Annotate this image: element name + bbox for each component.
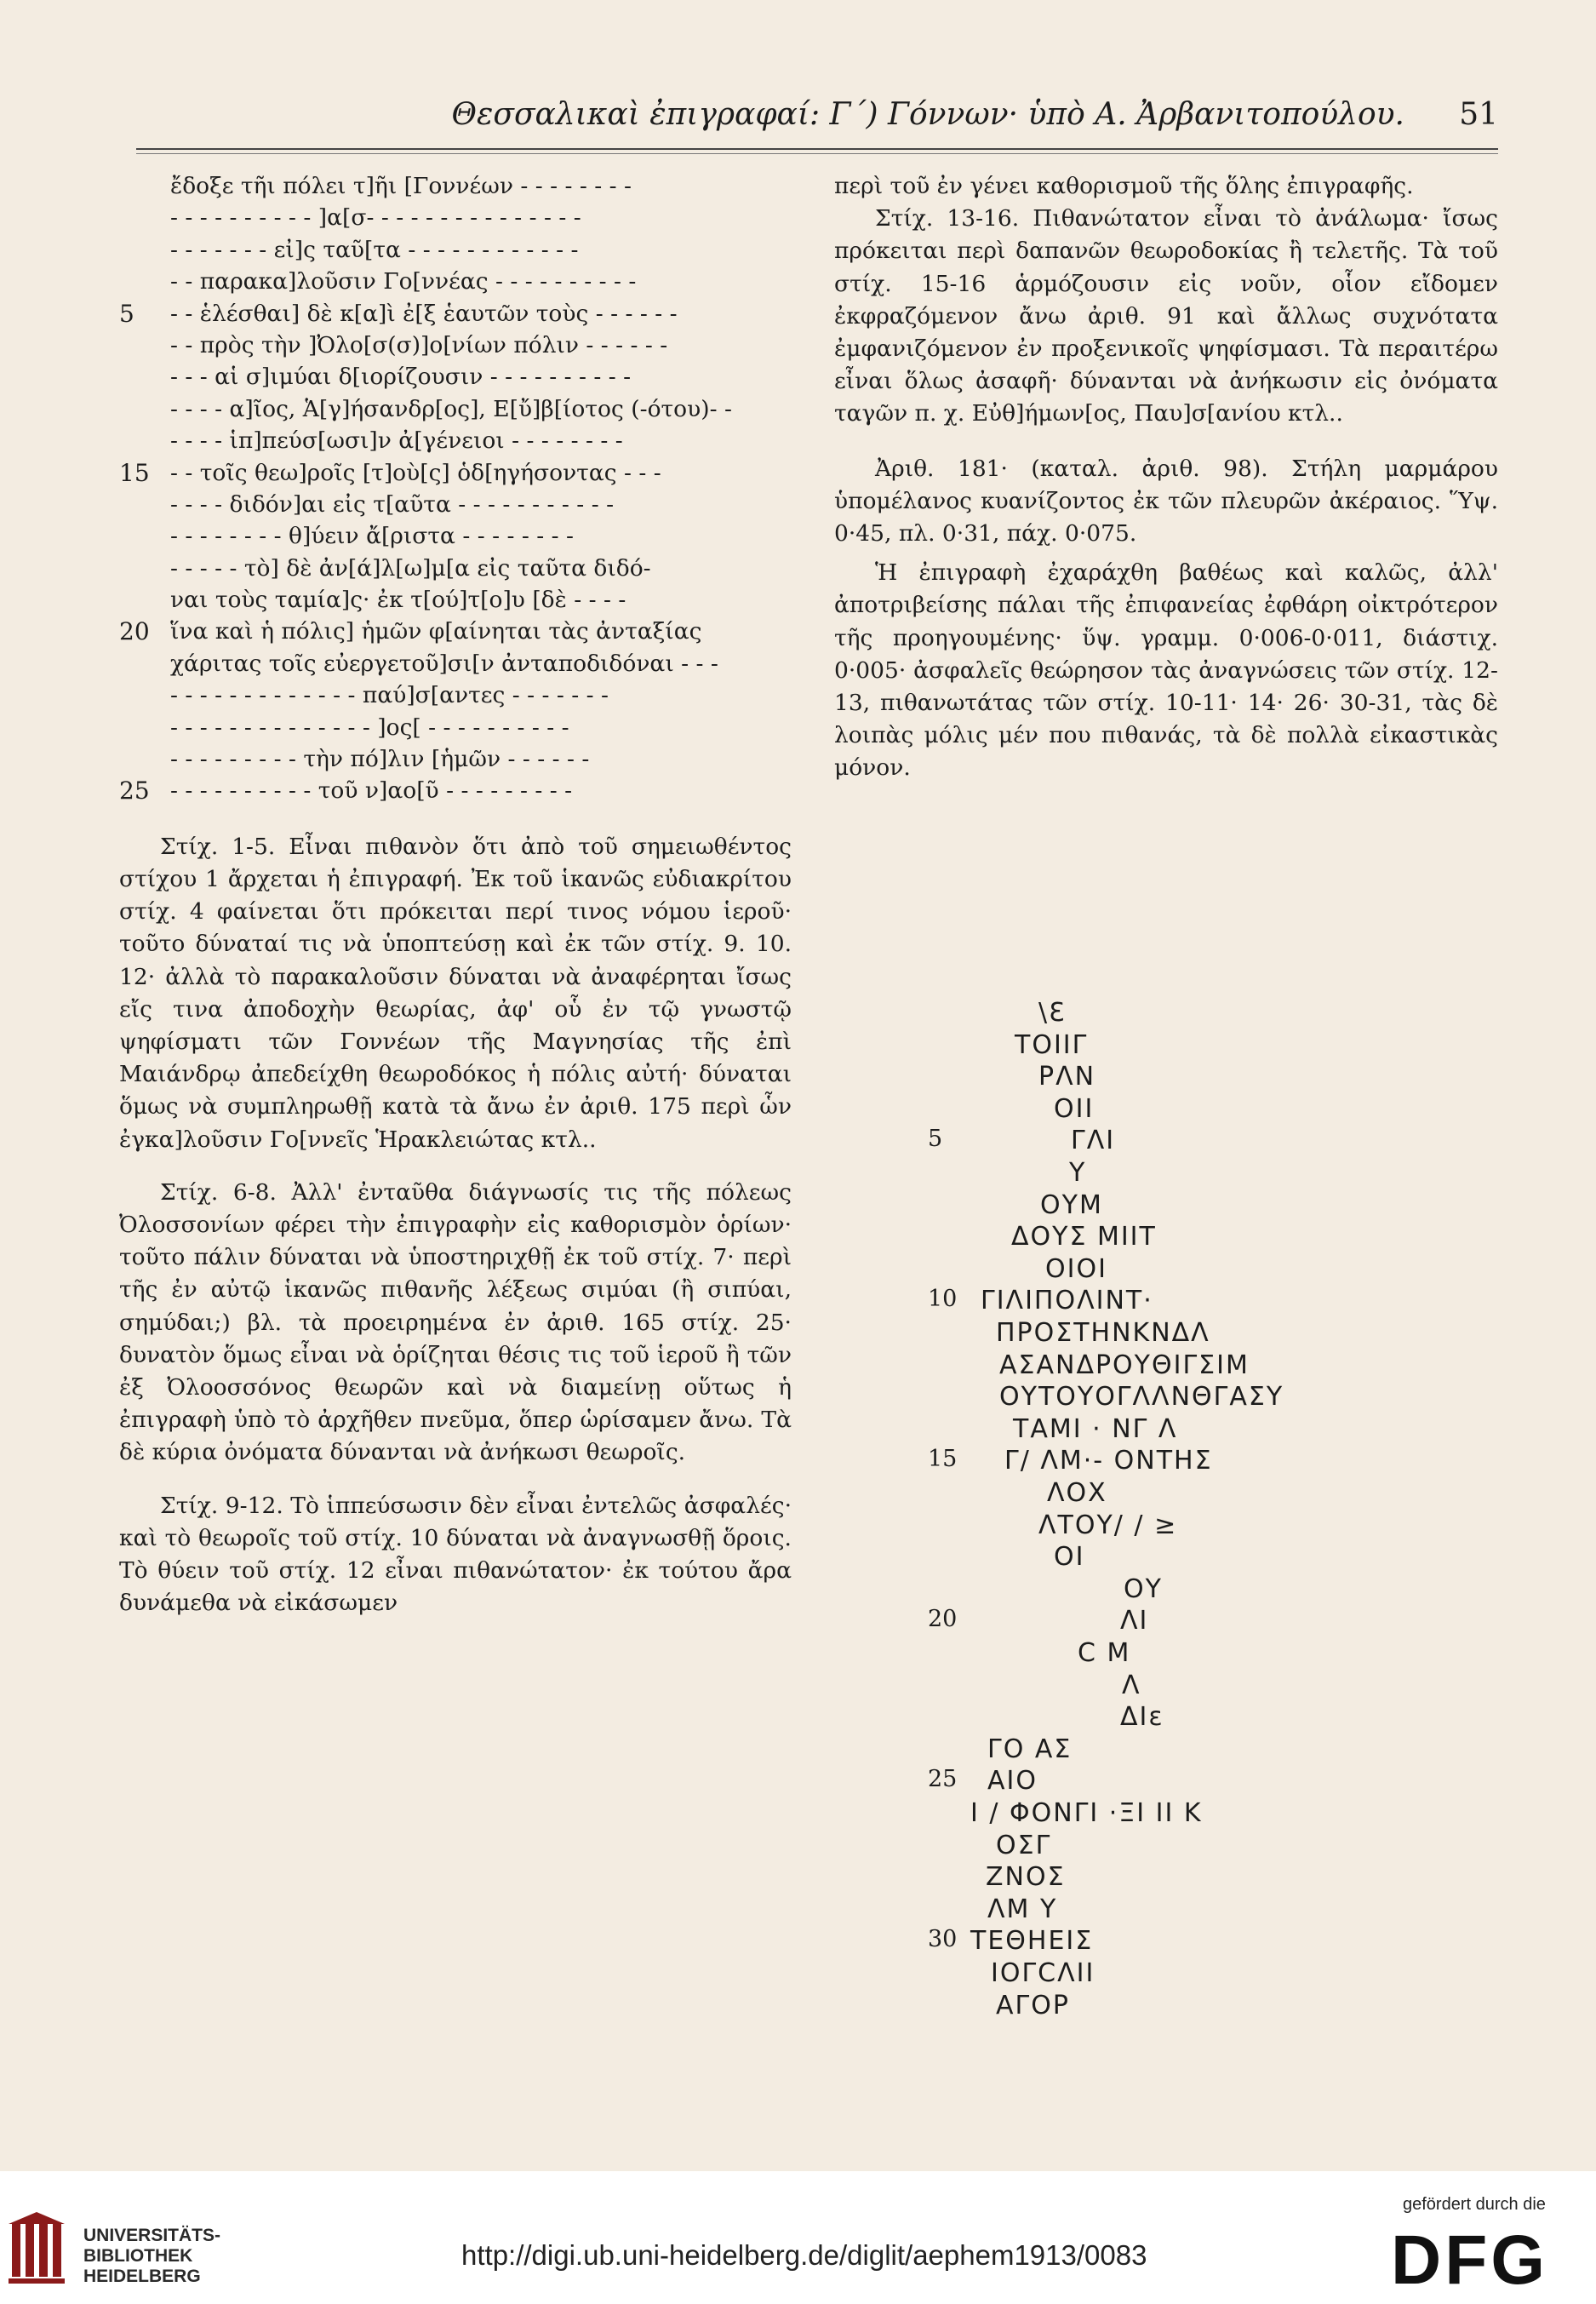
facsimile-glyphs: ΟΙ	[1054, 1542, 1085, 1573]
facsimile-glyphs: ΑΓΟΡ	[996, 1990, 1070, 2020]
commentary-paragraph: Στίχ. 9-12. Τὸ ἱππεύσωσιν δὲν εἶναι ἐντελῶς ἀσφαλές· καὶ τὸ θεωροῖς τοῦ στίχ. 10 δύναται νὰ ἀναγνωσθῇ ὅροις. Τὸ θύειν τοῦ στίχ. 12 εἶναι πιθανώτατον· ἐκ τούτου ἄρα δυνάμεθα νὰ εἰκάσωμεν	[119, 1492, 792, 1617]
inscription-line	[119, 553, 792, 584]
commentary-paragraph: Στίχ. 13-16. Πιθανώτατον εἶναι τὸ ἀνάλωμα· ἴσως πρόκειται περὶ δαπανῶν θεωροδοκίας ἢ τελετῆς. Τὰ τοῦ στίχ. 15-16 ἁρμόζουσιν εἰς νοῦν, οἷον εἴδομεν ἐκφραζόμενον ἄνω ἀριθ. 91 καὶ ἄλλως συχνότατα ἐμφανιζόμενον ἐν προξενικοῖς ψηφίσμασι. Τὰ περαιτέρω εἶναι ὅλως ἀσαφῆ· δύνανται νὰ ἀνήκωσιν εἰς ὀνόματα ταγῶν π. χ. Εὐθ]ήμων[ος, Παυ]σ[ανίου κτλ..	[834, 205, 1498, 427]
line-text: - - - αἱ σ]ιμύαι δ[ιορίζουσιν - - - - - - - - - -	[170, 364, 632, 391]
facsimile-line	[911, 1862, 1507, 1894]
facsimile-glyphs: ΓΙΛΙΠΟΛΙΝΤ·	[981, 1286, 1153, 1316]
inscription-line	[119, 584, 792, 616]
line-text: - - ἑλέσθαι] δὲ κ[α]ὶ ἐ[ξ ἑαυτῶν τοὺς - - - - - -	[170, 300, 678, 327]
facsimile-glyphs: ΟΥ	[1124, 1573, 1163, 1604]
facsimile-glyphs: ΟΥΜ	[1040, 1189, 1103, 1220]
right-column	[834, 170, 1498, 785]
library-name: UNIVERSITÄTS- BIBLIOTHEK HEIDELBERG	[83, 2226, 221, 2286]
facsimile-line	[911, 998, 1507, 1029]
facsimile-line	[911, 1222, 1507, 1253]
inscription-line	[119, 743, 792, 775]
facsimile-line	[911, 1254, 1507, 1286]
line-text: - - - - - - - εἰ]ς ταῦ[τα - - - - - - - - - - - -	[170, 236, 579, 263]
inscription-line	[119, 775, 792, 806]
inscription-facsimile	[911, 998, 1507, 2037]
line-text: - - - - - - - - - - - - - - ]ος[ - - - - - - - - - -	[170, 714, 569, 741]
facsimile-line	[911, 1671, 1507, 1702]
university-logo-icon	[9, 2212, 68, 2289]
facsimile-line	[911, 1926, 1507, 1957]
facsimile-line	[911, 1062, 1507, 1093]
line-number: 5	[928, 1126, 943, 1153]
facsimile-glyphs: ΟΙΟΙ	[1045, 1253, 1107, 1284]
facsimile-line	[911, 1542, 1507, 1573]
facsimile-glyphs: Ι / ΦΟΝΓΙ ·ΞΙ ΙΙ Κ	[970, 1798, 1203, 1828]
header-rule-thin	[136, 153, 1498, 154]
facsimile-glyphs: ΛΟΧ	[1047, 1478, 1107, 1508]
inscription-line	[119, 361, 792, 393]
inscription-line	[119, 393, 792, 425]
commentary-paragraph: Στίχ. 1-5. Εἶναι πιθανὸν ὅτι ἀπὸ τοῦ σημειωθέντος στίχου 1 ἄρχεται ἡ ἐπιγραφή. Ἐκ τοῦ ἱκανῶς εὐδιακρίτου στίχ. 4 φαίνεται ὅτι πρόκειται περί τινος νόμου ἱεροῦ· τοῦτο δύναταί τις νὰ ὑποπτεύσῃ καὶ ἐκ τῶν στίχ. 9. 10. 12· ἀλλὰ τὸ παρακαλοῦσιν δύναται νὰ ἀναφέρηται ἴσως εἴς τινα ἀποδοχὴν θεωρίας, ἀφ' οὗ ἐν τῷ γνωστῷ ψηφίσματι τῶν Γοννέων τῆς Μαγνησίας τῆς ἐπὶ Μαιάνδρῳ ἀπεδείχθη θεωροδόκος ἡ πόλις αὐτή· δύναται ὅμως νὰ συμπληρωθῇ κατὰ τὰ ἄνω ἐν ἀριθ. 175 περὶ ὧν ἐγκα]λοῦσιν Γο[ννεῖς Ἡρακλειώτας κτλ..	[119, 833, 792, 1153]
facsimile-glyphs: ΤΟΙΙΓ	[1015, 1029, 1089, 1060]
facsimile-glyphs: Γ/ ΛΜ·- ΟΝΤΗΣ	[1004, 1446, 1213, 1476]
line-text: ἵνα καὶ ἡ πόλις] ἡμῶν φ[αίνηται τὰς ἀνταξίας	[170, 618, 702, 645]
line-text: - - - - - τὸ] δὲ ἀν[ά]λ[ω]μ[α εἰς ταῦτα διδό-	[170, 554, 651, 582]
line-text: χάριτας τοῖς εὐεργετοῦ]σι[ν ἀνταποδιδόναι - - -	[170, 650, 718, 677]
facsimile-line	[911, 1318, 1507, 1350]
line-text: - - - - - - - - - - - - - παύ]σ[αντες - - - - - - -	[170, 682, 609, 709]
commentary-continuation: περὶ τοῦ ἐν γένει καθορισμοῦ τῆς ὅλης ἐπιγραφῆς.	[834, 173, 1414, 199]
facsimile-line	[911, 1446, 1507, 1477]
catalog-entry-heading: Ἀριθ. 181· (καταλ. ἀριθ. 98). Στήλη μαρμάρου ὑπομέλανος κυανίζοντος ἐκ τῶν πλευρῶν ἀκέραιος. Ὕψ. 0·45, πλ. 0·31, πάχ. 0·075.	[834, 455, 1498, 547]
facsimile-glyphs: ΙΟΓϹΛΙΙ	[991, 1958, 1095, 1988]
inscription-line	[119, 425, 792, 456]
facsimile-line	[911, 1798, 1507, 1830]
facsimile-glyphs: ΑΣΑΝΔΡΟΥΘΙΓΣΙΜ	[999, 1350, 1250, 1380]
line-number: 25	[928, 1766, 958, 1793]
facsimile-line	[911, 1094, 1507, 1126]
line-text: - - - - - - - - - - ]α[σ- - - - - - - - - - - - - - -	[170, 204, 581, 232]
facsimile-glyphs: ΓΟ ΑΣ	[987, 1734, 1073, 1764]
line-text: ναι τοὺς ταμία]ς· ἐκ τ[ού]τ[ο]υ [δὲ - - - -	[170, 587, 626, 614]
inscription-line	[119, 457, 792, 489]
facsimile-glyphs: ΔΙε	[1120, 1702, 1164, 1733]
left-column	[119, 170, 792, 1619]
header-rule	[136, 148, 1498, 150]
inscription-line	[119, 170, 792, 202]
facsimile-glyphs: \Ɛ	[1038, 998, 1067, 1028]
facsimile-line	[911, 1574, 1507, 1606]
inscription-line	[119, 712, 792, 743]
facsimile-line	[911, 1190, 1507, 1222]
facsimile-line	[911, 1894, 1507, 1926]
facsimile-line	[911, 1414, 1507, 1446]
line-text: - - πρὸς τὴν ]Ὀλο[σ(σ)]ο[νίων πόλιν - - - - - -	[170, 331, 668, 358]
facsimile-line	[911, 1991, 1507, 2022]
line-number: 10	[928, 1286, 958, 1313]
line-number: 5	[119, 299, 134, 328]
facsimile-glyphs: ΛΜ Υ	[987, 1894, 1058, 1924]
line-text: - - - - α]ῖος, Ἁ[γ]ήσανδρ[ος], Ε[ὔ]β[ίοτος (-ότου)- -	[170, 395, 732, 422]
facsimile-line	[911, 1510, 1507, 1542]
line-text: - - - - - - - - θ]ύειν ἄ[ριστα - - - - - - - -	[170, 523, 574, 550]
facsimile-glyphs: ΡΛΝ	[1038, 1062, 1096, 1092]
facsimile-glyphs: Λ	[1122, 1670, 1141, 1700]
line-number: 30	[928, 1926, 958, 1953]
line-text: - - - - - - - - - - τοῦ ν]αο[ῦ - - - - - - - - -	[170, 777, 573, 805]
line-text: - - παρακα]λοῦσιν Γο[ννέας - - - - - - - - - -	[170, 268, 637, 295]
facsimile-glyphs: ΔΟΥΣ ΜΙΙΤ	[1011, 1222, 1157, 1252]
page-number: 51	[1459, 97, 1498, 132]
inscription-line	[119, 616, 792, 647]
facsimile-line	[911, 1286, 1507, 1317]
commentary-paragraph: Ἡ ἐπιγραφὴ ἐχαράχθη βαθέως καὶ καλῶς, ἀλλ' ἀποτριβείσης πάλαι τῆς ἐπιφανείας ἐφθάρη οἰκτρότερον τῆς προηγουμένης· ὕψ. γραμμ. 0·006-0·011, διάστιχ. 0·005· ἀσφαλεῖς θεώρησον τὰς ἀναγνώσεις τῶν στίχ. 12-13, πιθανωτάτας τῶν στίχ. 10-11· 14· 26· 30-31, τὰς δὲ λοιπὰς μόλις μέν που πιθανάς, τὰ δὲ πολλὰ εἰκαστικὰς μόνον.	[834, 559, 1498, 782]
funding-note: gefördert durch die	[1403, 2195, 1546, 2214]
line-number: 20	[928, 1606, 958, 1633]
facsimile-glyphs: ΠΡΟΣΤΗΝΚΝΔΛ	[996, 1318, 1210, 1348]
line-number: 15	[928, 1446, 958, 1473]
line-text: ἔδοξε τῆι πόλει τ]ῆι [Γοννέων - - - - - - - -	[170, 173, 632, 199]
facsimile-line	[911, 1766, 1507, 1797]
facsimile-glyphs: ΛΙ	[1120, 1606, 1149, 1636]
facsimile-line	[911, 1350, 1507, 1382]
inscription-line	[119, 266, 792, 297]
footer-bar	[0, 2171, 1596, 2304]
facsimile-glyphs: ΖΝΟΣ	[986, 1862, 1066, 1893]
inscription-line	[119, 679, 792, 711]
facsimile-line	[911, 1638, 1507, 1670]
facsimile-glyphs: Ϲ Μ	[1078, 1638, 1131, 1668]
header-title: Θεσσαλικαὶ ἐπιγραφαί: Γ΄) Γόννων· ὑπὸ Α. Ἀρβανιτοπούλου.	[451, 97, 1404, 132]
facsimile-glyphs: ΛΤΟΥ/ / ≥	[1038, 1510, 1178, 1540]
facsimile-glyphs: Υ	[1069, 1158, 1087, 1188]
facsimile-glyphs: ΟΙΙ	[1054, 1093, 1095, 1124]
inscription-line	[119, 202, 792, 233]
inscription-line	[119, 648, 792, 679]
line-number: 20	[119, 617, 150, 646]
line-text: - - - - - - - - - τὴν πό]λιν [ἡμῶν - - - - - -	[170, 746, 590, 773]
line-number: 15	[119, 458, 150, 487]
dfg-logo: DFG	[1391, 2221, 1549, 2299]
inscription-line	[119, 520, 792, 552]
facsimile-glyphs: ΟΥΤΟΥΟΓΛΛΝΘΓΑΣΥ	[999, 1382, 1284, 1413]
facsimile-line	[911, 1734, 1507, 1766]
facsimile-line	[911, 1030, 1507, 1062]
line-text: - - - - διδόν]αι εἰς τ[αῦτα - - - - - - - - - - -	[170, 490, 615, 518]
line-text: - - - - ἱπ]πεύσ[ωσι]ν ἀ[γένειοι - - - - - - - -	[170, 427, 623, 455]
facsimile-glyphs: ΓΛΙ	[1071, 1126, 1116, 1156]
facsimile-line	[911, 1606, 1507, 1637]
inscription-line	[119, 298, 792, 330]
facsimile-line	[911, 1958, 1507, 1990]
commentary-paragraph: Στίχ. 6-8. Ἀλλ' ἐνταῦθα διάγνωσίς τις τῆς πόλεως Ὀλοσσονίων φέρει τὴν ἐπιγραφὴν εἰς καθορισμὸν ὁρίων· τοῦτο πάλιν δύναται νὰ ὑποστηριχθῇ ἐκ τοῦ στίχ. 7· περὶ τῆς ἐν αὐτῷ ἱκανῶς πιθανῆς λέξεως σιμύαι (ἢ σιπύαι, σημύδαι;) βλ. τὰ προειρημένα ἐν ἀριθ. 165 στίχ. 25· δυνατὸν ὅμως εἶναι νὰ ὁρίζηται θέσις τις τοῦ ἱεροῦ ἢ τῶν ἐξ Ὀλοοσσόνος θεωρῶν καὶ νὰ διαμείνῃ οὕτως ἡ ἐπιγραφὴ ὑπὸ τὸ ἀρχῆθεν πνεῦμα, ὅπερ ὡρίσαμεν ἄνω. Τὰ δὲ κύρια ὀνόματα δύνανται νὰ ἀνήκωσι θεωροῖς.	[119, 1178, 792, 1466]
facsimile-glyphs: ΑΙΟ	[987, 1766, 1038, 1797]
inscription-text	[119, 170, 792, 807]
facsimile-line	[911, 1702, 1507, 1734]
facsimile-line	[911, 1831, 1507, 1862]
facsimile-glyphs: ΤΕΘΗΕΙΣ	[970, 1926, 1094, 1957]
inscription-line	[119, 234, 792, 266]
inscription-line	[119, 330, 792, 361]
line-number: 25	[119, 777, 150, 805]
inscription-line	[119, 489, 792, 520]
facsimile-glyphs: ΟΣΓ	[996, 1830, 1052, 1860]
line-text: - - τοῖς θεω]ροῖς [τ]οὺ[ς] ὁδ[ηγήσοντας - - -	[170, 459, 661, 486]
facsimile-line	[911, 1158, 1507, 1189]
facsimile-line	[911, 1478, 1507, 1510]
facsimile-line	[911, 1382, 1507, 1413]
running-header	[136, 95, 1498, 146]
facsimile-glyphs: ΤΑΜΙ · ΝΓ Λ	[1013, 1413, 1178, 1444]
facsimile-line	[911, 1126, 1507, 1157]
permalink-url[interactable]: http://digi.ub.uni-heidelberg.de/diglit/aephem1913/0083	[461, 2239, 1147, 2271]
